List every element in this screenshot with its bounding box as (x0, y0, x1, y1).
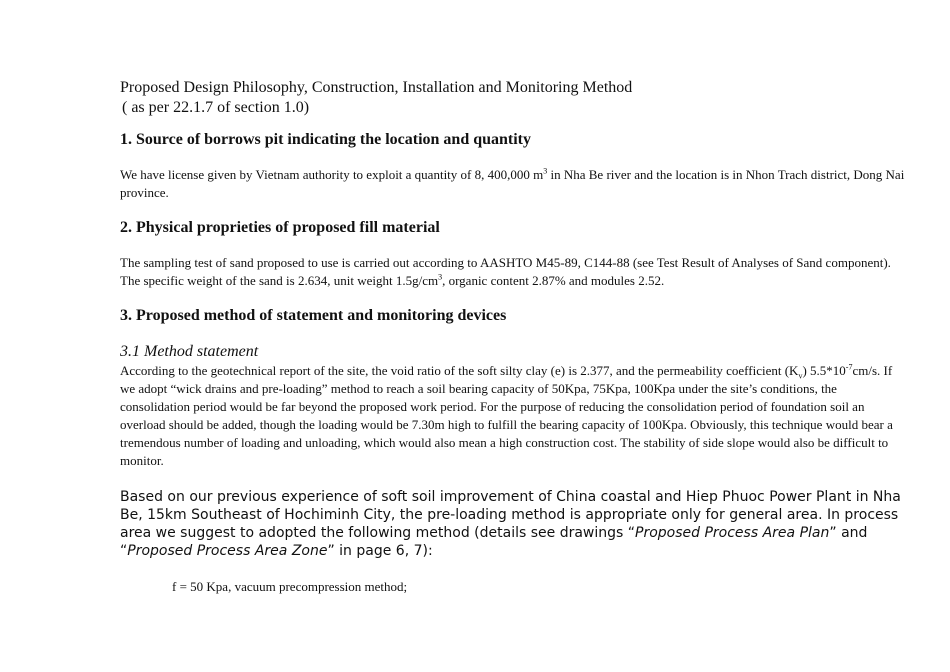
s3p2-text-a: Based on our previous experience of soft soil improvement of China coastal and Hiep Phuoc Power Plant in Nha Be, 15km Southeast of Hochiminh City, the pre-loading method is appropriate only for general area. In process area we suggest to adopted the following method (details see drawings “ (120, 489, 901, 541)
s3p2-text-c: ” in page 6, 7): (327, 543, 433, 559)
s1-text-a: We have license given by Vietnam authority to exploit a quantity of 8, 400,000 m (120, 167, 544, 182)
document-title: Proposed Design Philosophy, Construction, Installation and Monitoring Method (120, 79, 633, 96)
s3-text-b: ) 5.5*10 (802, 363, 846, 378)
section-1-paragraph (120, 166, 910, 202)
document-subtitle: ( as per 22.1.7 of section 1.0) (122, 99, 310, 116)
s1-superscript: 3 (543, 166, 548, 176)
s3-superscript: -7 (845, 362, 853, 372)
section-2-heading: 2. Physical proprieties of proposed fill material (120, 219, 440, 236)
section-3-1-subheading: 3.1 Method statement (120, 343, 259, 360)
s1-text-b: in Nha Be river and the location is in Nhon Trach district, Dong Nai province. (120, 167, 905, 200)
section-3-1-paragraph (120, 362, 910, 470)
s2-superscript: 3 (438, 272, 443, 282)
section-3-heading: 3. Proposed method of statement and monitoring devices (120, 307, 507, 324)
section-3-experience-paragraph (120, 488, 910, 560)
s3p2-drawing-1: Proposed Process Area Plan (635, 525, 830, 541)
s3p2-text-b: ” and “ (120, 525, 868, 559)
s2-text-a: The sampling test of sand proposed to use is carried out according to AASHTO M45-89, C144-88 (see Test Result of Analyses of Sand component). The specific weight of the sand is 2.634, unit weight 1.5g/cm (120, 255, 891, 288)
s2-text-b: , organic content 2.87% and modules 2.52. (442, 273, 665, 288)
section-2-paragraph (120, 254, 910, 290)
s3-text-c: cm/s. If we adopt “wick drains and pre-loading” method to reach a soil bearing capacity of 50Kpa, 75Kpa, 100Kpa under the site’s conditions, the consolidation period would be far beyond the proposed work period. For the purpose of reducing the consolidation period of foundation soil an overload should be added, though the loading would be 7.30m high to fulfill the bearing capacity of 100Kpa. Obviously, this technique would bear a tremendous number of loading and unloading, which would also mean a high construction cost. The stability of side slope would also be difficult to monitor. (120, 363, 893, 468)
s3-text-a: According to the geotechnical report of the site, the void ratio of the soft silty clay (e) is 2.377, and the permeability coefficient (K (120, 363, 799, 378)
s3-subscript: v (798, 371, 803, 381)
document-body (120, 78, 910, 596)
method-list-item: f = 50 Kpa, vacuum precompression method; (172, 579, 408, 594)
section-1-heading: 1. Source of borrows pit indicating the location and quantity (120, 131, 532, 148)
s3p2-drawing-2: Proposed Process Area Zone (127, 543, 328, 559)
